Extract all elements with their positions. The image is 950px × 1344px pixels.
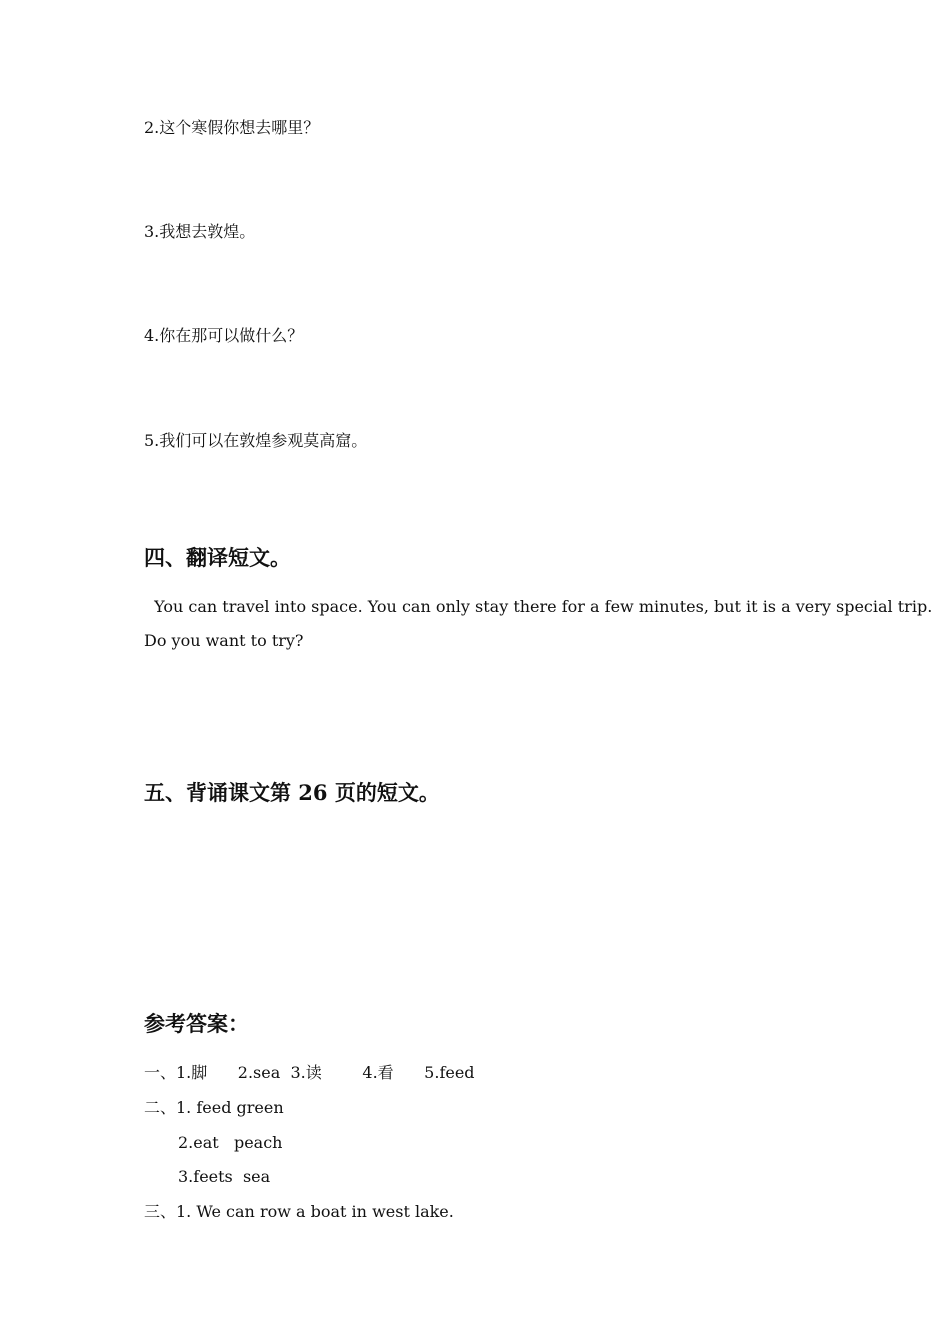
passage-line-1: You can travel into space. You can only stay there for a few minutes, but it is a very special trip. bbox=[144, 597, 933, 616]
section-4-title: 四、翻译短文。 bbox=[144, 545, 291, 570]
section-4-passage bbox=[144, 590, 933, 658]
answer-part-1: 一、1.脚 2.sea 3.读 4.看 5.feed bbox=[144, 1063, 475, 1082]
question-3: 3.我想去敦煌。 bbox=[144, 222, 256, 241]
question-4: 4.你在那可以做什么？ bbox=[144, 326, 304, 345]
answer-part-2-1: 二、1. feed green bbox=[144, 1098, 284, 1117]
answers-title: 参考答案： bbox=[144, 1011, 249, 1036]
answer-part-2-3: 3.feets sea bbox=[178, 1167, 271, 1186]
passage-line-2: Do you want to try? bbox=[144, 631, 304, 650]
question-2: 2.这个寒假你想去哪里？ bbox=[144, 118, 320, 137]
answer-part-3-1: 三、1. We can row a boat in west lake. bbox=[144, 1202, 454, 1221]
section-5-title: 五、背诵课文第 26 页的短文。 bbox=[144, 780, 440, 805]
answer-part-2-2: 2.eat peach bbox=[178, 1133, 283, 1152]
question-5: 5.我们可以在敦煌参观莫高窟。 bbox=[144, 431, 368, 450]
